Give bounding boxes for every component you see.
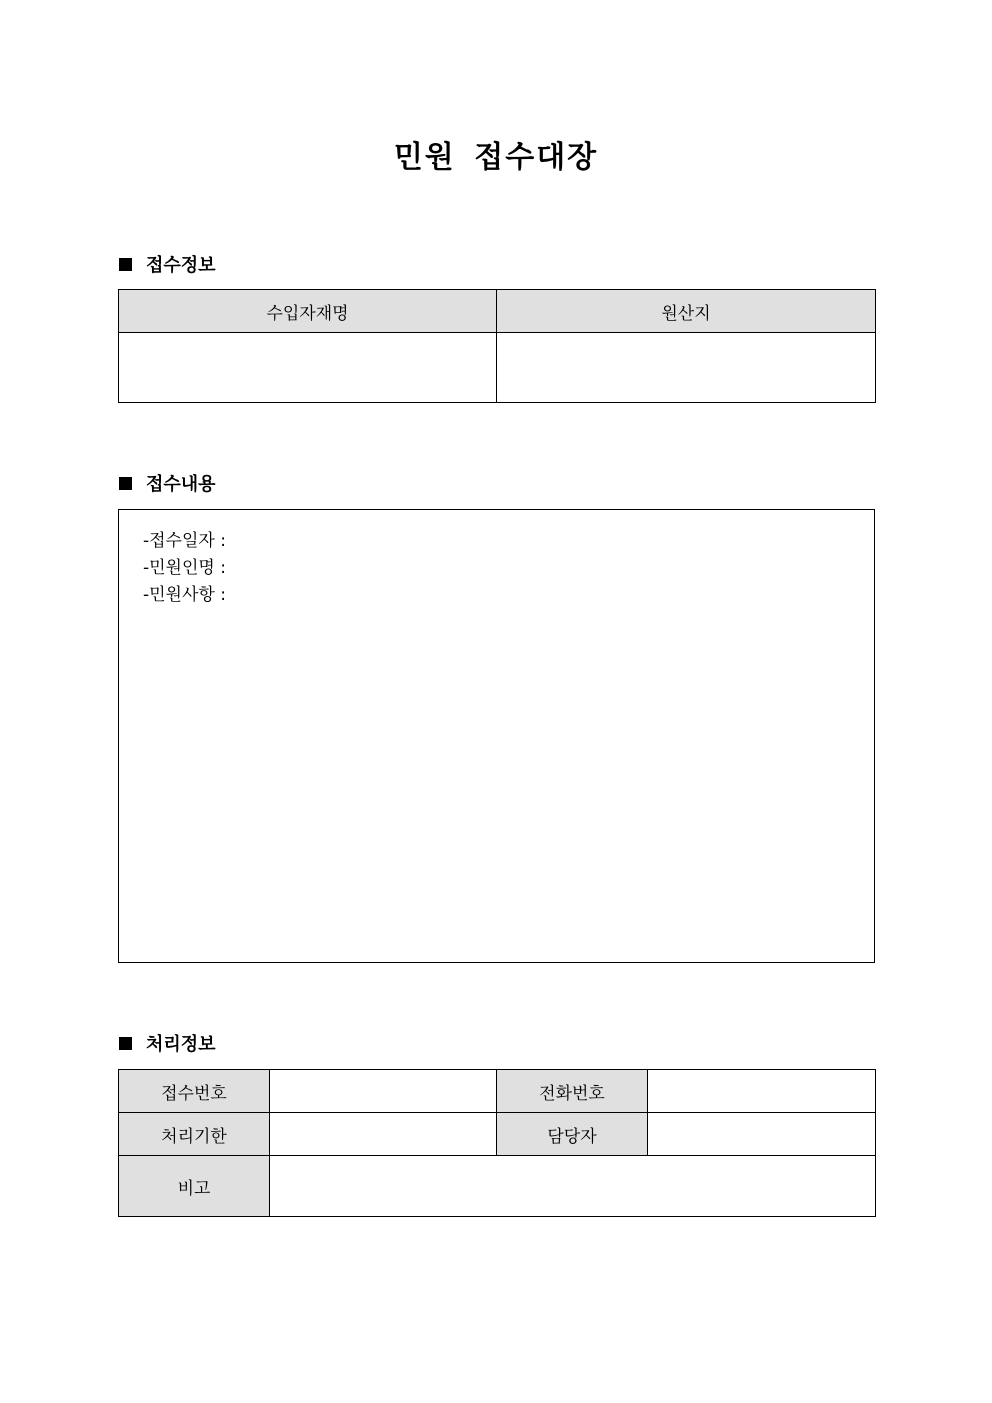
square-bullet-icon [119,477,132,490]
section-heading-label: 접수내용 [146,474,216,495]
reception-info-table [118,289,876,403]
section-heading-label: 처리정보 [146,1034,216,1055]
square-bullet-icon [119,258,132,271]
section-heading-reception-content [119,471,216,495]
cell-deadline[interactable] [270,1113,497,1156]
cell-origin[interactable] [497,333,876,403]
label-phone: 전화번호 [497,1070,648,1113]
content-line-complaint-details: -민원사항 : [143,585,226,605]
cell-material-name[interactable] [119,333,497,403]
label-receipt-no: 접수번호 [119,1070,270,1113]
cell-receipt-no[interactable] [270,1070,497,1113]
section-heading-label: 접수정보 [146,255,216,276]
section-heading-reception-info [119,252,216,276]
header-material-name: 수입자재명 [119,290,497,333]
content-line-reception-date: -접수일자 : [143,531,226,551]
reception-content-box[interactable] [118,509,875,963]
square-bullet-icon [119,1037,132,1050]
document-title: 민원 접수대장 [393,140,599,175]
cell-manager[interactable] [648,1113,876,1156]
cell-remarks[interactable] [270,1156,876,1217]
processing-info-table [118,1069,876,1217]
content-line-complainant-name: -민원인명 : [143,558,226,578]
cell-phone[interactable] [648,1070,876,1113]
label-deadline: 처리기한 [119,1113,270,1156]
header-origin: 원산지 [497,290,876,333]
label-remarks: 비고 [119,1156,270,1217]
section-heading-processing-info [119,1031,216,1055]
label-manager: 담당자 [497,1113,648,1156]
